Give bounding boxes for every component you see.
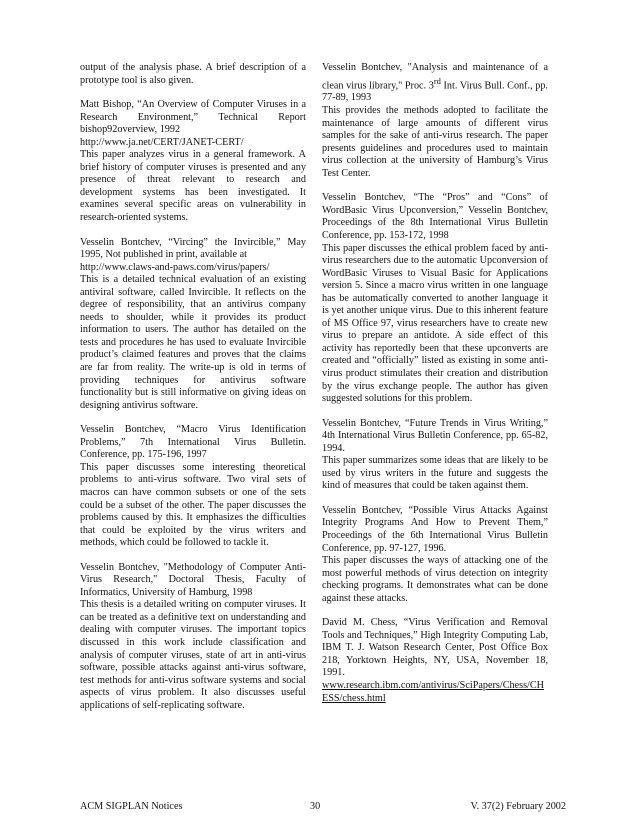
reference-citation — [322, 62, 548, 105]
reference-entry — [322, 418, 548, 493]
reference-entry — [80, 99, 306, 224]
reference-citation: Vesselin Bontchev, “Vircing” the Invircible,” May 1995, Not published in print, available at — [80, 236, 306, 261]
reference-citation: Matt Bishop, “An Overview of Computer Viruses in a Research Environment,” Technical Report bishop92overview, 1992 — [80, 99, 306, 136]
reference-entry — [80, 237, 306, 413]
reference-citation: Vesselin Bontchev, “Future Trends in Virus Writing,” 4th International Virus Bulletin Conference, pp. 65-82, 1994. — [322, 417, 548, 454]
reference-abstract: This paper discusses some interesting theoretical problems to anti-virus software. Two viral sets of macros can have common subsets or one of the sets could be a subset of the other. The paper discusses the problems caused by this. It emphasizes the difficulties that could be exploited by the virus writers and methods, which could be followed to tackle it. — [80, 461, 306, 549]
reference-url: http://www.claws-and-paws.com/virus/papers/ — [80, 261, 270, 273]
reference-abstract: This provides the methods adopted to facilitate the maintenance of large amounts of different virus samples for the sake of anti-virus research. The paper presents guidelines and procedures used to maintain virus collection at the university of Hamburg’s Virus Test Center. — [322, 105, 548, 179]
reference-entry — [322, 62, 548, 180]
reference-citation: Vesselin Bontchev, “The “Pros” and “Cons” of WordBasic Virus Upconversion,” Vesselin Bontchev, Proceedings of the 8th International Virus Bulletin Conference, pp. 153-172, 1998 — [322, 192, 548, 241]
footer-journal: ACM SIGPLAN Notices — [80, 801, 183, 812]
continued-abstract — [80, 62, 306, 87]
citation-text: Vesselin Bontchev, "Analysis and maintenance of a clean virus library," Proc. 3 — [322, 62, 548, 91]
reference-abstract: This paper discusses the ways of attacking one of the most powerful methods of virus detection on integrity checking programs. It demonstrates what can be done against these attacks. — [322, 555, 548, 604]
reference-entry — [322, 192, 548, 405]
reference-citation: Vesselin Bontchev, “Possible Virus Attacks Against Integrity Programs And How to Prevent Them,” Proceedings of the 6th International Virus Bulletin Conference, pp. 97-127, 1996. — [322, 504, 548, 554]
reference-citation: Vesselin Bontchev, "Methodology of Computer Anti-Virus Research," Doctoral Thesis, Faculty of Informatics, University of Hamburg, 1998 — [80, 561, 306, 598]
footer-page-number: 30 — [310, 801, 321, 812]
reference-url: http://www.ja.net/CERT/JANET-CERT/ — [80, 136, 244, 148]
reference-url-link[interactable]: www.research.ibm.com/antivirus/SciPapers/Chess/CHESS/chess.html — [322, 680, 545, 704]
reference-abstract: This thesis is a detailed writing on computer viruses. It can be treated as a definitive text on understanding and dealing with computer viruses. The important topics discussed in this work include classification and analysis of computer viruses, state of art in anti-virus software, possible attacks against anti-virus software, test methods for anti-virus software systems and social aspects of virus problem. It also discusses useful applications of self-replicating software. — [80, 599, 306, 711]
reference-abstract: This paper analyzes virus in a general framework. A brief history of computer viruses is presented and any presence of threat relevant to research and development systems has been investigated. It examines several specific areas on vulnerability in research-oriented systems. — [80, 149, 306, 224]
reference-entry — [80, 562, 306, 713]
reference-entry — [80, 424, 306, 549]
reference-citation: Vesselin Bontchev, “Macro Virus Identification Problems,” 7th International Virus Bulletin. Conference, pp. 175-196, 1997 — [80, 424, 306, 461]
reference-abstract: This paper summarizes some ideas that are likely to be used by virus writers in the future and suggests the kind of measures that could be taken against them. — [322, 455, 548, 492]
reference-abstract: This paper discusses the ethical problem faced by anti-virus researchers due to the automatic Upconversion of WordBasic Viruses to Visual Basic for Applications version 5. Since a macro virus written in one language has be automatically converted to another language it is yet another unique virus. Due to this inherent feature of MS Office 97, virus researchers have to create new virus to prepare an antidote. A side effect of this activity has reportedly been that these upconverts are created and “officially” listed as existing in some anti-virus product stimulates their creation and distribution by the virus exchange people. The author has given suggested solutions for this problem. — [322, 242, 548, 405]
reference-abstract: This is a detailed technical evaluation of an existing antiviral software, called Invircible. It reflects on the degree of responsibility, that an antivirus company needs to shoulder, while it provides its product information to users. The author has detailed on the tests and procedures he has used to evaluate Invircible product’s claimed features and proves that the claims are far from reality. The write-up is old in terms of providing techniques for antivirus software functionality but is still informative on giving ideas on designing antivirus software. — [80, 274, 306, 411]
right-column — [322, 62, 548, 717]
abstract-fragment: output of the analysis phase. A brief description of a prototype tool is also given. — [80, 62, 306, 86]
reference-citation: David M. Chess, “Virus Verification and Removal Tools and Techniques,” High Integrity Computing Lab, IBM T. J. Watson Research Center, Post Office Box 218, Yorktown Heights, NY, USA, November 18, 1991. — [322, 617, 548, 679]
reference-entry — [322, 617, 548, 705]
reference-entry — [322, 505, 548, 605]
citation-text: Int. Virus Bull. Conf., pp. 77-89, 1993 — [322, 79, 548, 104]
left-column — [80, 62, 306, 724]
footer-issue: V. 37(2) February 2002 — [470, 801, 566, 812]
ordinal-suffix: rd — [433, 75, 441, 86]
